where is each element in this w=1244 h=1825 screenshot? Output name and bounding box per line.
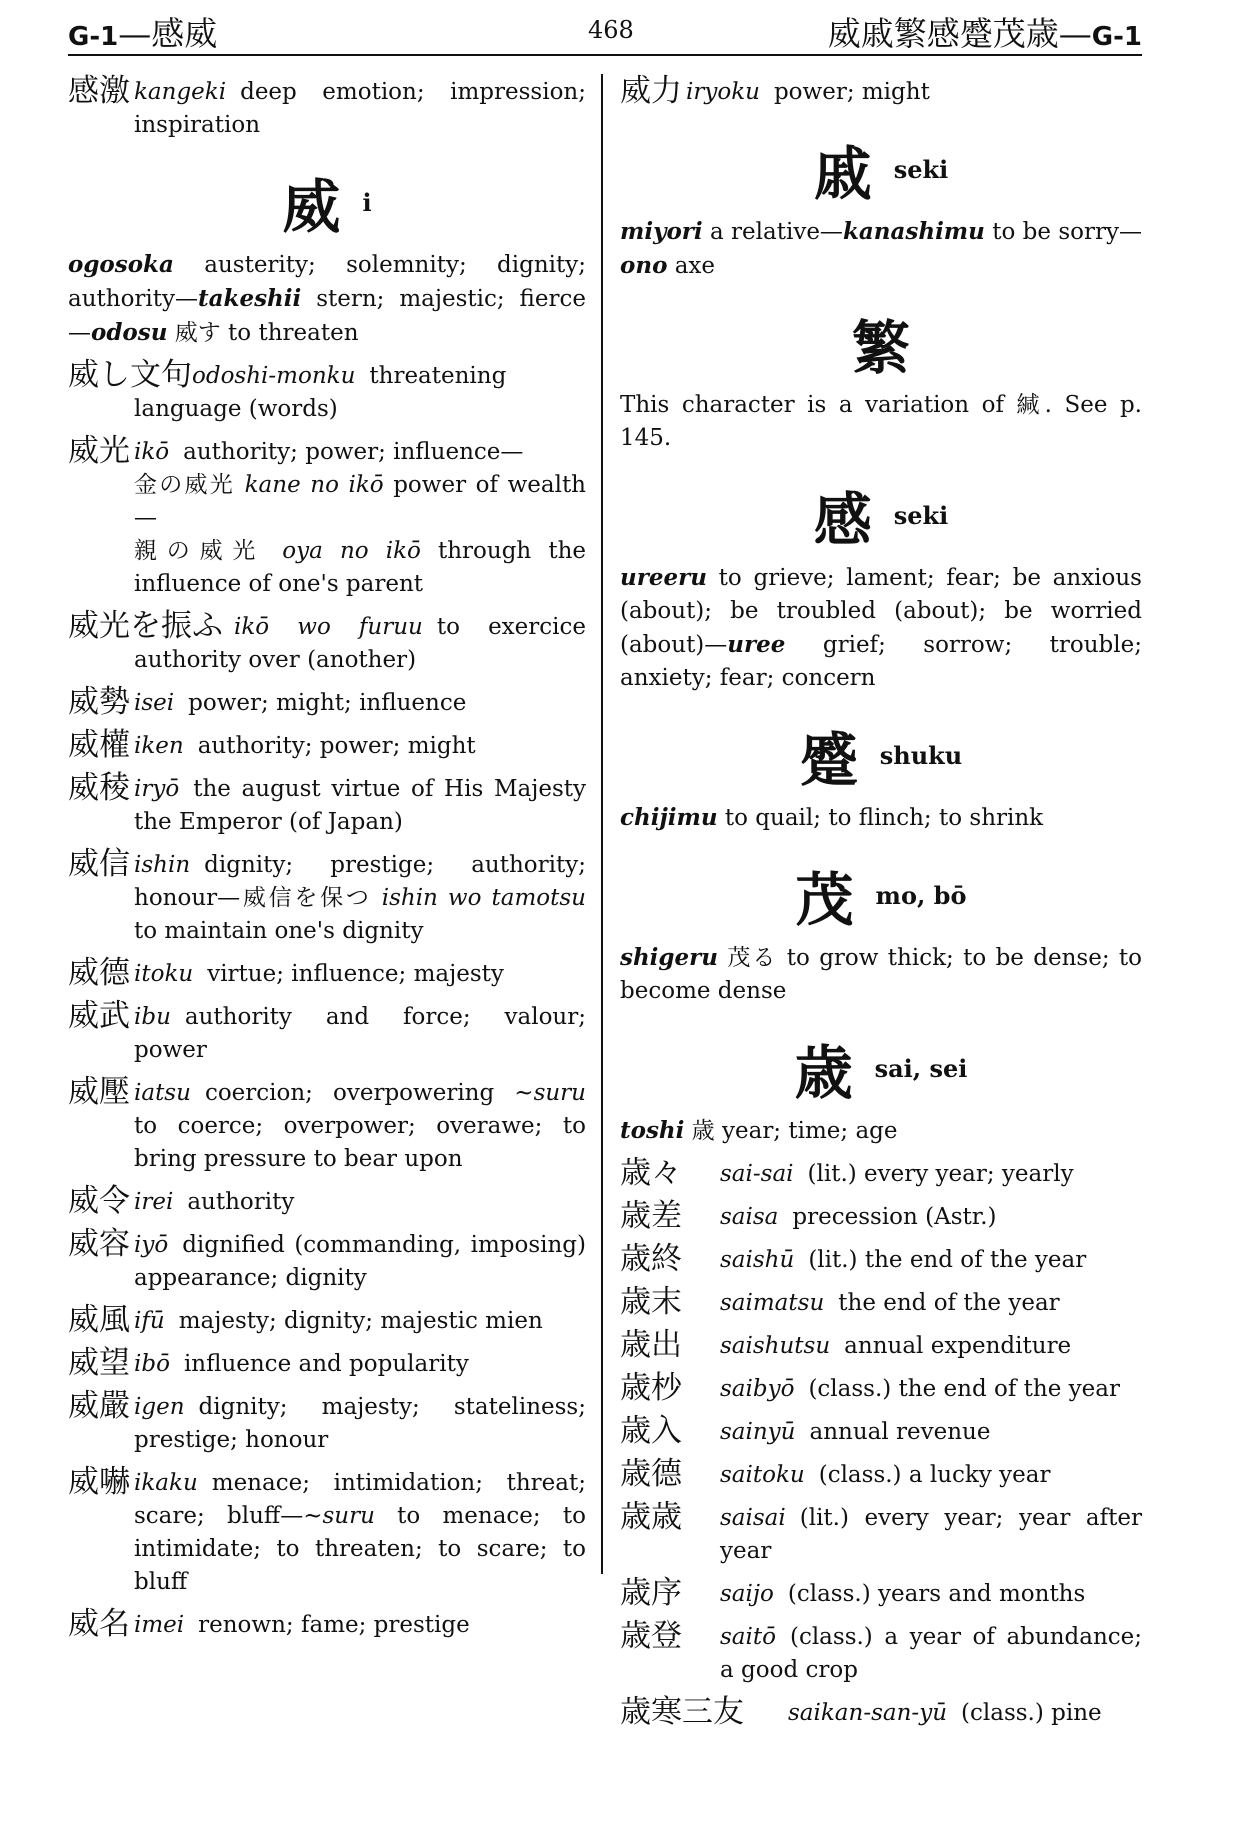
dictionary-entry xyxy=(620,1327,1142,1363)
entry-reading: iatsu xyxy=(134,1080,191,1106)
entry-reading: ikaku xyxy=(134,1470,198,1496)
entry-reading: iryoku xyxy=(686,79,760,105)
kun-reading: chijimu xyxy=(620,804,718,831)
dictionary-entry xyxy=(68,1074,586,1176)
sub-entry-kanji: 金の威光 xyxy=(134,472,236,498)
definition-text: grief; sorrow; trouble; anxiety; fear; concern xyxy=(620,632,1142,691)
kanji-character: 茂 xyxy=(795,866,854,934)
right-column xyxy=(620,73,1143,1740)
entry-headword: 威し文句 xyxy=(68,357,192,393)
kun-reading: kanashimu xyxy=(842,218,985,245)
entry-definition: the august virtue of His Majesty the Emperor (of Japan) xyxy=(134,776,586,835)
sub-entry-reading: kane no ikō xyxy=(244,472,384,498)
dictionary-entry xyxy=(68,770,586,839)
entry-headword: 歳歳 xyxy=(620,1499,682,1535)
entry-definition: precession (Astr.) xyxy=(792,1204,997,1230)
entry-headword: 感激 xyxy=(68,73,130,109)
kanji-definition xyxy=(620,1114,1142,1148)
dictionary-entry xyxy=(620,1575,1142,1611)
kun-reading: ono xyxy=(620,252,668,279)
entry-definition: (class.) pine xyxy=(961,1700,1102,1726)
header-chars-right: 威戚繁感蹙茂歳 xyxy=(827,14,1059,53)
dictionary-entry xyxy=(68,1183,586,1219)
entry-reading: itoku xyxy=(134,961,194,987)
definition-text: to grow thick; to be dense; to become dense xyxy=(620,945,1143,1004)
dictionary-entry xyxy=(68,1388,586,1457)
kanji-reading: seki xyxy=(893,154,949,184)
entry-reading: saisai xyxy=(720,1505,786,1531)
sub-entry-reading: ishin wo tamotsu xyxy=(371,885,586,911)
entry-reading: irei xyxy=(134,1189,174,1215)
dictionary-entry xyxy=(68,684,586,720)
dictionary-entry xyxy=(68,357,586,426)
kun-reading: toshi xyxy=(620,1117,685,1144)
entry-reading: iryō xyxy=(134,776,180,802)
entry-headword: 威令 xyxy=(68,1183,130,1219)
entry-definition: annual expenditure xyxy=(844,1333,1072,1359)
entry-definition: dignity; majesty; stateliness; prestige; honour xyxy=(134,1394,586,1453)
kun-reading: miyori xyxy=(620,218,703,245)
definition-text: to quail; to flinch; to shrink xyxy=(717,805,1044,831)
section-code-right: G-1 xyxy=(1091,22,1142,52)
entry-reading: saitoku xyxy=(720,1462,805,1488)
kanji-character: 戚 xyxy=(813,140,872,208)
entry-reading: saishū xyxy=(720,1247,795,1273)
kanji-character: 感 xyxy=(813,486,872,554)
entry-headword: 威武 xyxy=(68,998,130,1034)
definition-text: to be sorry— xyxy=(984,219,1142,245)
entry-headword: 歳寒三友 xyxy=(620,1694,744,1730)
kanji-heading xyxy=(620,473,1142,554)
entry-definition: (class.) the end of the year xyxy=(808,1376,1120,1402)
entry-reading: saijo xyxy=(720,1581,774,1607)
kanji-definition xyxy=(620,389,1142,455)
entry-definition: dignity; prestige; authority; honour— xyxy=(134,852,586,911)
entry-definition: power; might xyxy=(773,79,930,105)
entry-headword: 歳德 xyxy=(620,1456,682,1492)
kanji-form: 威す xyxy=(167,320,221,346)
suffix-form: ~suru xyxy=(303,1503,375,1529)
entry-headword: 威風 xyxy=(68,1302,130,1338)
kanji-character: 繁 xyxy=(851,314,910,382)
sub-entry-definition: power of wealth— xyxy=(134,472,586,531)
kanji-definition xyxy=(620,561,1142,695)
entry-reading: isei xyxy=(134,690,175,716)
entry-headword: 歳登 xyxy=(620,1618,682,1654)
dictionary-entry xyxy=(620,1499,1142,1568)
sub-entry-kanji: 威信を保つ xyxy=(240,885,372,911)
dictionary-entry xyxy=(68,1606,586,1642)
kanji-reading: shuku xyxy=(879,740,963,770)
entry-headword: 歳序 xyxy=(620,1575,682,1611)
kun-reading: uree xyxy=(727,631,786,658)
entry-definition: threatening language (words) xyxy=(134,363,507,422)
dictionary-entry xyxy=(620,73,1142,109)
kanji-character: 蹙 xyxy=(799,726,858,794)
dictionary-entry xyxy=(68,1226,586,1295)
entry-definition: deep emotion; impression; inspiration xyxy=(134,79,586,138)
definition-text: austerity; solemnity; dignity; authority— xyxy=(68,252,586,312)
entry-definition: (lit.) every year; yearly xyxy=(807,1161,1074,1187)
definition-text: axe xyxy=(667,253,716,279)
entry-definition: virtue; influence; majesty xyxy=(207,961,504,987)
entry-reading: ikō wo furuu xyxy=(234,614,423,640)
kanji-heading xyxy=(620,853,1142,934)
header-chars-left: 感威 xyxy=(151,14,218,53)
dictionary-entry xyxy=(620,1284,1142,1320)
entry-reading: iken xyxy=(134,733,184,759)
kanji-form: 茂る xyxy=(717,945,778,971)
kanji-heading xyxy=(68,160,586,241)
entry-reading: sai-sai xyxy=(720,1161,794,1187)
entry-definition: annual revenue xyxy=(809,1419,991,1445)
entry-definition: (class.) a year of abundance; a good crop xyxy=(720,1624,1142,1683)
entry-reading: saibyō xyxy=(720,1376,795,1402)
left-column xyxy=(68,73,587,1652)
entry-reading: saishutsu xyxy=(720,1333,831,1359)
dictionary-entry xyxy=(620,1618,1142,1687)
entry-headword: 歳入 xyxy=(620,1413,682,1449)
entry-reading: ikō xyxy=(134,439,170,465)
entry-reading: igen xyxy=(134,1394,185,1420)
entry-headword: 歳末 xyxy=(620,1284,682,1320)
dictionary-entry xyxy=(68,1464,586,1599)
kanji-heading xyxy=(620,713,1142,794)
kanji-form: 歳 xyxy=(684,1118,715,1144)
entry-reading: ibu xyxy=(134,1004,171,1030)
entry-reading: odoshi-monku xyxy=(192,363,356,389)
dictionary-entry xyxy=(68,1302,586,1338)
kun-reading: ureeru xyxy=(620,564,707,591)
entry-definition: authority and force; valour; power xyxy=(134,1004,586,1063)
kanji-definition xyxy=(68,248,586,350)
header-rule xyxy=(68,54,1142,56)
entry-reading: ishin xyxy=(134,852,191,878)
definition-text: stern; majestic; fierce— xyxy=(68,286,586,346)
kanji-reading: sai, sei xyxy=(874,1053,968,1083)
entry-reading: saisa xyxy=(720,1204,779,1230)
entry-headword: 歳杪 xyxy=(620,1370,682,1406)
dictionary-entry xyxy=(620,1198,1142,1234)
entry-definition: to exercice authority over (another) xyxy=(134,614,586,673)
entry-headword: 威名 xyxy=(68,1606,130,1642)
kanji-character: 歳 xyxy=(794,1039,853,1107)
dictionary-entry xyxy=(68,998,586,1067)
entry-headword: 威容 xyxy=(68,1226,130,1262)
header-left xyxy=(68,8,217,55)
entry-headword: 威光を振ふ xyxy=(68,608,223,644)
entry-definition: (class.) years and months xyxy=(787,1581,1086,1607)
kanji-character: 威 xyxy=(282,173,341,241)
entry-headword: 威壓 xyxy=(68,1074,130,1110)
definition-text: a relative— xyxy=(702,219,843,245)
entry-headword: 歳々 xyxy=(620,1155,682,1191)
kun-reading: shigeru xyxy=(620,944,718,971)
entry-reading: imei xyxy=(134,1612,185,1638)
entry-headword: 威力 xyxy=(620,73,682,109)
entry-definition: coercion; overpowering xyxy=(204,1080,515,1106)
definition-text: to grieve; lament; fear; be anxious (about); be troubled (about); be worried (about)— xyxy=(620,565,1142,658)
entry-reading: sainyū xyxy=(720,1419,796,1445)
header-dash-left: — xyxy=(118,14,152,53)
suffix-form: ~suru xyxy=(514,1080,586,1106)
entry-definition: authority xyxy=(187,1189,295,1215)
entry-definition: dignified (commanding, imposing) appearance; dignity xyxy=(134,1232,586,1291)
page-header xyxy=(68,8,1142,54)
entry-reading: saimatsu xyxy=(720,1290,825,1316)
entry-definition: authority; power; influence— xyxy=(183,439,524,465)
column-divider xyxy=(601,74,603,1574)
entry-headword: 歳出 xyxy=(620,1327,682,1363)
entry-reading: ifū xyxy=(134,1308,165,1334)
sub-entry-kanji: 親の威光 xyxy=(134,538,266,564)
kun-reading: takeshii xyxy=(198,285,302,312)
entry-definition: influence and popularity xyxy=(183,1351,469,1377)
dictionary-entry xyxy=(68,846,586,948)
dictionary-entry xyxy=(620,1241,1142,1277)
entry-headword: 威勢 xyxy=(68,684,130,720)
entry-reading: kangeki xyxy=(134,79,227,105)
definition-text: to threaten xyxy=(220,320,359,346)
entry-definition: menace; intimidation; threat; scare; bluff— xyxy=(134,1470,586,1529)
kanji-reading: mo, bō xyxy=(875,880,967,910)
entry-reading: saikan-san-yū xyxy=(788,1700,948,1726)
entry-definition: power; might; influence xyxy=(188,690,467,716)
section-code-left: G-1 xyxy=(68,22,119,52)
kanji-reading: i xyxy=(362,187,372,217)
dictionary-entry xyxy=(68,608,586,677)
header-dash-right: — xyxy=(1058,14,1092,53)
dictionary-entry xyxy=(620,1413,1142,1449)
entry-headword: 威權 xyxy=(68,727,130,763)
dictionary-entry xyxy=(620,1694,1142,1730)
dictionary-entry xyxy=(68,73,586,142)
entry-headword: 歳差 xyxy=(620,1198,682,1234)
entry-reading: iyō xyxy=(134,1232,169,1258)
entry-headword: 威稜 xyxy=(68,770,130,806)
definition-text: This character is a variation of 緘. See p. 145. xyxy=(620,392,1142,451)
dictionary-entry xyxy=(68,433,587,601)
dictionary-entry xyxy=(68,1345,586,1381)
entry-reading: ibō xyxy=(134,1351,170,1377)
dictionary-entry xyxy=(620,1155,1142,1191)
entry-definition: renown; fame; prestige xyxy=(198,1612,470,1638)
entry-headword: 威望 xyxy=(68,1345,130,1381)
sub-entry-reading: oya no ikō xyxy=(282,538,421,564)
entry-headword: 威德 xyxy=(68,955,130,991)
entry-definition: (class.) a lucky year xyxy=(818,1462,1051,1488)
entry-reading: saitō xyxy=(720,1624,776,1650)
dictionary-entry xyxy=(68,727,586,763)
definition-text: year; time; age xyxy=(714,1118,898,1144)
entry-definition: (lit.) every year; year after year xyxy=(720,1505,1142,1564)
kanji-reading: seki xyxy=(893,500,949,530)
entry-definition: (lit.) the end of the year xyxy=(808,1247,1087,1273)
entry-headword: 歳終 xyxy=(620,1241,682,1277)
kun-reading: ogosoka xyxy=(68,251,174,278)
suffix-definition: to coerce; overpower; overawe; to bring pressure to bear upon xyxy=(134,1113,586,1172)
dictionary-entry xyxy=(620,1370,1142,1406)
kanji-heading xyxy=(620,127,1142,208)
dictionary-entry xyxy=(620,1456,1142,1492)
sub-entry-definition: to maintain one's dignity xyxy=(134,918,424,944)
entry-headword: 威嚇 xyxy=(68,1464,130,1500)
entry-definition: authority; power; might xyxy=(197,733,476,759)
entry-headword: 威嚴 xyxy=(68,1388,130,1424)
kanji-definition xyxy=(620,941,1142,1008)
dictionary-entry xyxy=(68,955,586,991)
kun-reading: odosu xyxy=(91,319,168,346)
entry-definition: majesty; dignity; majestic mien xyxy=(178,1308,543,1334)
entry-headword: 威光 xyxy=(68,433,130,469)
header-right xyxy=(828,8,1142,55)
sub-entry-definition: through the influence of one's parent xyxy=(134,538,587,597)
kanji-heading xyxy=(620,301,1142,382)
page-number: 468 xyxy=(588,16,634,44)
suffix-definition: to menace; to intimidate; to threaten; to scare; to bluff xyxy=(134,1503,586,1595)
entry-headword: 威信 xyxy=(68,846,130,882)
kanji-definition xyxy=(620,801,1142,835)
kanji-definition xyxy=(620,215,1142,283)
entry-definition: the end of the year xyxy=(838,1290,1060,1316)
kanji-heading xyxy=(620,1026,1142,1107)
